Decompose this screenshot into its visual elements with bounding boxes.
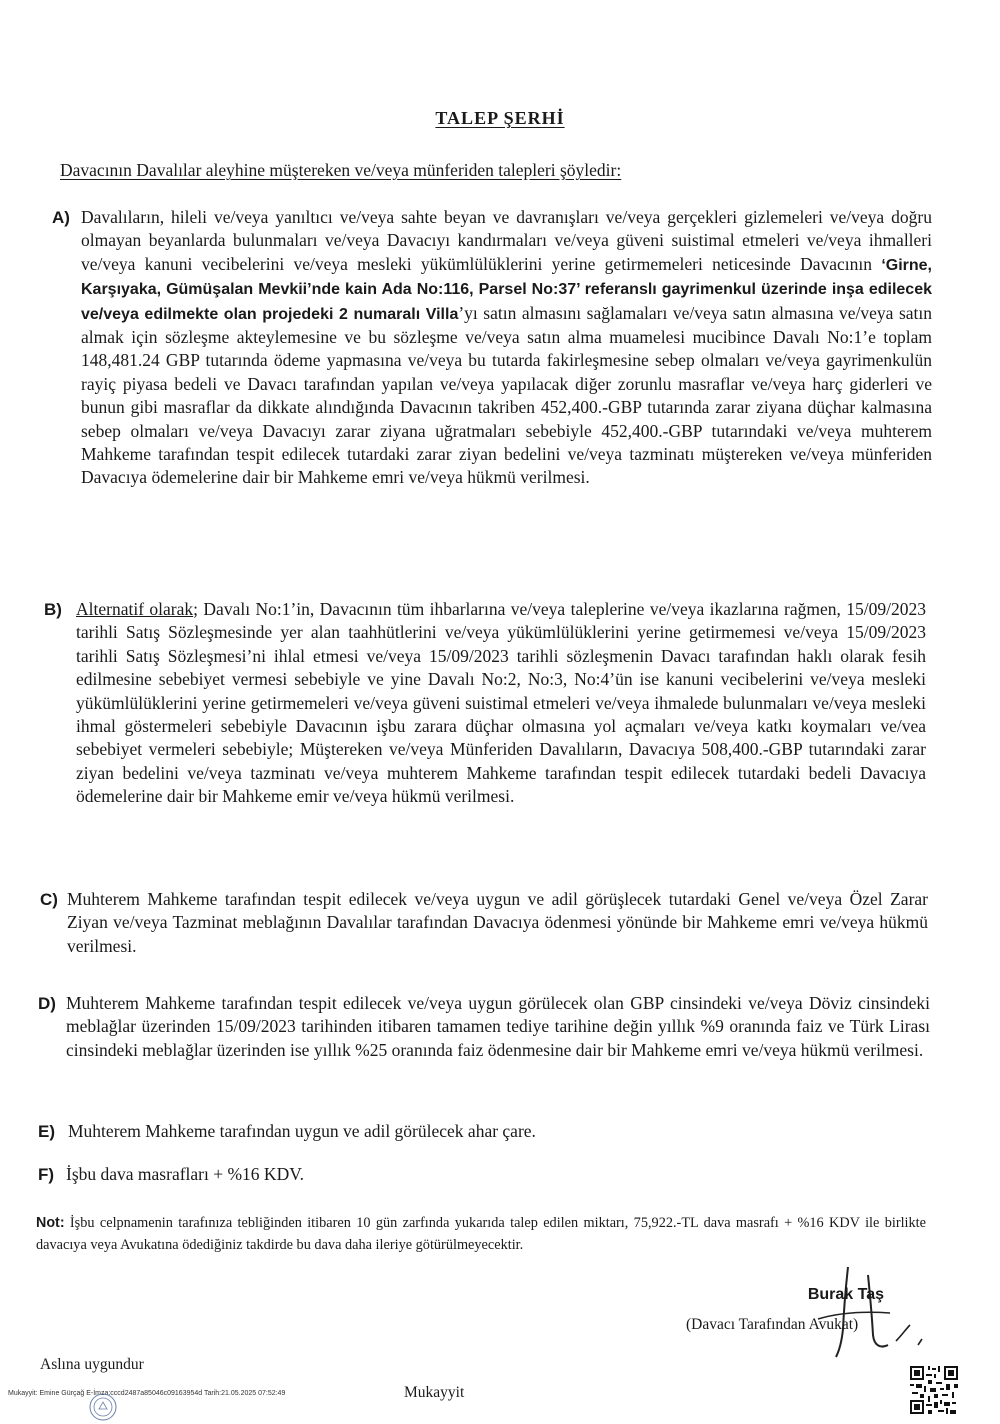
claim-text: Muhterem Mahkeme tarafından tespit edilecek ve/veya uygun ve adil görüşlecek tutardaki Genel ve/veya Özel Zarar Ziyan ve/veya Tazminat meblağının Davalılar tarafından Davacıya ödenmesi yönünde bir Mahkeme emri ve/veya hükmü verilmesi. <box>67 889 928 956</box>
claim-marker: B) <box>44 600 62 619</box>
certified-copy-label: Aslına uygundur <box>40 1356 144 1373</box>
intro-line: Davacının Davalılar aleyhine müştereken ve/veya münferiden talepleri şöyledir: <box>60 160 622 180</box>
claim-marker: C) <box>40 890 58 909</box>
claim-text: ; Davalı No:1’in, Davacının tüm ihbarlarına ve/veya taleplerine ve/veya ikazlarına rağmen, 15/09/2023 tarihli Satış Sözleşmesinde yer alan taahhütlerini ve/veya yükümlülüklerini yerine getirmemesi ve/veya 15/09/2023 tarihli Satış Sözleşmesi’ni ihlal etmesi ve/veya 15/09/2023 tarihli sözleşmenin Davacı tarafından haklı olarak fesih edilmesine sebebiyet vermesi sebebiyle ve yine Davalı No:2, No:3, No:4’ün ise kanuni vecibelerini ve/veya mesleki yükümlülüklerini yerine getirmemeleri ve/veya güveni suistimal etmeleri ve/veya ihmalede bulunmaları ve/veya mesleki ihmal göstermeleri sebebiyle Davacının işbu zarara düçhar olmasına yol açmaları ve/veya katkı koymaları ve/vea sebebiyet vermeleri sebebiyle; Müştereken ve/veya Münferiden Davalıların, Davacıya 508,400.-GBP tutarındaki zarar ziyan bedelini ve/veya tazminatı ve/veya muhterem Mahkeme tarafından tespit edilecek tutardaki bedeli Davacıya ödemelerine dair bir Mahkeme emir ve/veya hükmü verilmesi. <box>76 599 926 807</box>
claim-item-d <box>38 992 930 1062</box>
claim-item-f <box>38 1163 930 1186</box>
claim-text: İşbu dava masrafları + %16 KDV. <box>66 1164 304 1184</box>
claim-marker: D) <box>38 994 56 1013</box>
document-title: TALEP ŞERHİ <box>435 108 565 128</box>
e-signature-line: Mukayyit: Emine Gürçağ E-İmza:cccd2487a85046c09163954d Tarih:21.05.2025 07:52:49 <box>8 1390 286 1397</box>
signer-name: Burak Taş <box>807 1286 884 1303</box>
claim-marker: A) <box>52 208 70 227</box>
court-seal-icon <box>88 1392 118 1422</box>
signer-role: (Davacı Tarafından Avukat) <box>686 1316 859 1333</box>
claim-item-a <box>52 206 932 490</box>
registrar-label: Mukayyit <box>404 1384 465 1401</box>
payment-note <box>36 1212 926 1256</box>
claim-item-e <box>38 1120 930 1143</box>
claim-marker: E) <box>38 1122 55 1141</box>
claim-text: Muhterem Mahkeme tarafından uygun ve adil görülecek ahar çare. <box>68 1121 536 1141</box>
claim-item-b <box>44 598 926 809</box>
claim-text-continued: ’yı satın almasını sağlamaları ve/veya satın almasına ve/veya satın almak için sözleşme akteylemesine ve bu sözleşme ve/veya satın alma muamelesi mucibince Davalı No:1’e toplam 148,481.24 GBP tutarında ödeme yapmasına ve/veya bu tutarda fakirleşmesine sebep olmaları ve/veya gayrimenkulün rayiç piyasa bedeli ve Davacı tarafından yapılan ve/veya yapılacak diğer zorunlu masraflar ve/veya harç giderleri ve bunun gibi masraflar da dikkate alındığında Davacının takriben 452,400.-GBP tutarında zarar ziyana düçhar kalmasına sebep olmaları ve/veya Davacıyı zarar ziyana uğratmaları sebebiyle 452,400.-GBP tutarındaki ve/veya muhterem Mahkeme tarafından tespit edilecek tutardaki zarar ziyan bedelini ve/veya tazminatı müştereken ve/veya münferiden Davacıya ödemelerine dair bir Mahkeme emri ve/veya hükmü verilmesi. <box>81 302 933 488</box>
qr-code-icon <box>908 1364 960 1416</box>
note-text: İşbu celpnamenin tarafınıza tebliğinden itibaren 10 gün zarfında yukarıda talep edilen miktarı, 75,922.-TL dava masrafı + %16 KDV ile birlikte davacıya veya Avukatına ödediğiniz takdirde bu dava daha ileriye götürülmeyecektir. <box>36 1215 926 1253</box>
claim-text: Davalıların, hileli ve/veya yanıltıcı ve/veya sahte beyan ve davranışları ve/veya gerçekleri gizlemeleri ve/veya doğru olmayan beyanlarda bulunmaları ve/veya Davacıyı kandırmaları ve/veya güveni suistimal etmeleri ve/veya ihmalleri ve/veya kanuni vecibelerini ve/veya mesleki yükümlülüklerini yerine getirmemeleri neticesinde Davacının <box>81 207 932 274</box>
handwritten-signature <box>807 1255 930 1365</box>
note-label: Not: <box>36 1215 65 1231</box>
property-reference: ‘Girne, Karşıyaka, Gümüşalan Mevkii’nde kain Ada No:116, Parsel No:37’ referanslı gayrimenkul üzerinde inşa edilecek ve/veya edilmekte olan projedeki 2 numaralı Villa <box>81 256 932 323</box>
claim-marker: F) <box>38 1165 55 1184</box>
alternative-label: Alternatif olarak <box>76 599 194 619</box>
claim-item-c <box>40 888 928 958</box>
claim-text: Muhterem Mahkeme tarafından tespit edilecek ve/veya uygun görülecek olan GBP cinsindeki ve/veya Döviz cinsindeki meblağlar üzerinden 15/09/2023 tarihinden itibaren tamamen tediye tarihine değin yıllık %9 oranında faiz ve Türk Lirası cinsindeki meblağlar üzerinden ise yıllık %25 oranında faiz ödenmesine dair bir Mahkeme emri ve/veya hükmü verilmesi. <box>66 993 930 1060</box>
